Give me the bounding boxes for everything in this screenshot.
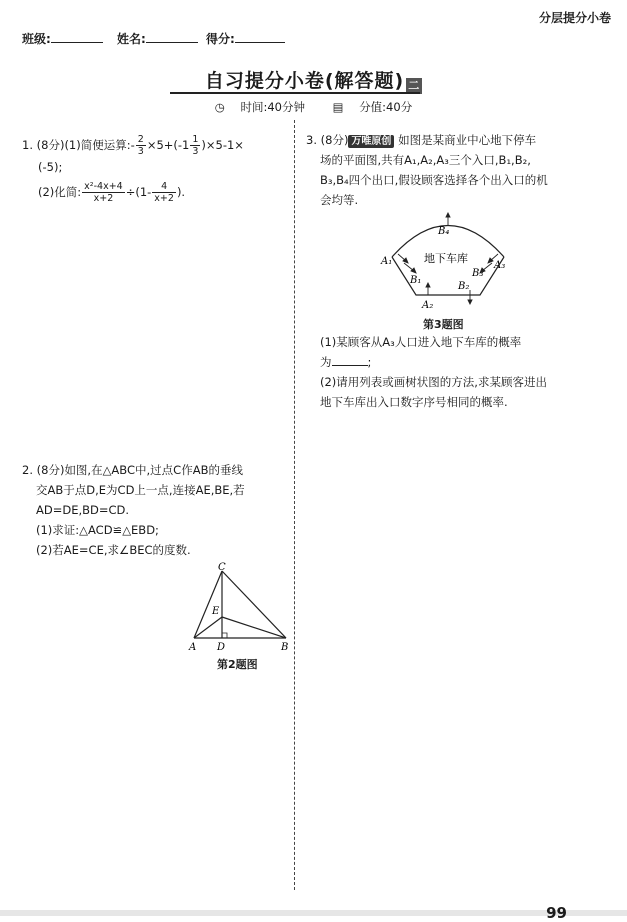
q2-figure bbox=[180, 560, 300, 655]
point-A: A bbox=[189, 642, 197, 653]
q2-text-line1: 如图,在△ABC中,过点C作AB的垂线 bbox=[64, 463, 243, 477]
entrance-A2-arrowhead bbox=[426, 283, 430, 287]
q3-part2-line2: 地下车库出入口数字序号相同的概率. bbox=[320, 395, 508, 409]
point-E: E bbox=[212, 606, 220, 617]
point-C: C bbox=[218, 562, 226, 573]
class-label: 班级: bbox=[22, 32, 51, 46]
name-field bbox=[117, 30, 198, 47]
q3-text-line3: B₃,B₄四个出口,假设顾客选择各个出入口的机 bbox=[320, 173, 548, 187]
clock-icon: ◷ bbox=[214, 100, 225, 114]
total-text: 分值:40分 bbox=[359, 100, 413, 114]
q3-part1-line2: 为 bbox=[320, 355, 332, 369]
label-A1: A₁ bbox=[381, 256, 393, 267]
q1-part1-prefix: (1)简便运算:- bbox=[64, 138, 135, 152]
exit-B2-arrowhead bbox=[468, 300, 472, 304]
exit-B4-arrowhead bbox=[446, 213, 450, 217]
q3-part1-end: ; bbox=[367, 355, 372, 369]
q1-frac4 bbox=[152, 181, 176, 204]
score-blank[interactable] bbox=[235, 31, 285, 43]
q1-part2-suffix: ). bbox=[176, 185, 186, 199]
q2-part1: (1)求证:△ACD≌△EBD; bbox=[36, 523, 159, 537]
q1-frac3-num: x²-4x+4 bbox=[84, 181, 123, 192]
right-angle-mark bbox=[222, 633, 227, 638]
garage-label: 地下车库 bbox=[424, 252, 468, 265]
bottom-bar bbox=[0, 910, 627, 916]
q3-text-line4: 会均等. bbox=[320, 193, 359, 207]
q3-parts bbox=[320, 332, 610, 412]
q1-frac2-num: 1 bbox=[192, 134, 199, 145]
q3-figure bbox=[378, 212, 518, 312]
q3-part2-line1: (2)请用列表或画树状图的方法,求某顾客进出 bbox=[320, 375, 547, 389]
point-D: D bbox=[217, 642, 226, 653]
title-text: 自习提分小卷(解答题) bbox=[204, 70, 405, 92]
q1-part1-mid: ×5+(-1 bbox=[146, 138, 190, 152]
question-3 bbox=[306, 130, 606, 210]
q1-frac2 bbox=[190, 134, 200, 157]
q3-answer-blank[interactable] bbox=[332, 354, 368, 366]
q3-score: (8分) bbox=[320, 133, 349, 147]
document-icon: ▤ bbox=[332, 100, 344, 114]
label-B4: B₄ bbox=[438, 226, 450, 237]
q1-frac1-num: 2 bbox=[137, 134, 144, 145]
q2-score: (8分) bbox=[36, 463, 65, 477]
point-B: B bbox=[281, 642, 289, 653]
label-A3: A₃ bbox=[494, 260, 506, 271]
q1-score: (8分) bbox=[36, 138, 65, 152]
label-A2: A₂ bbox=[422, 300, 434, 311]
q1-frac3 bbox=[82, 181, 125, 204]
q2-text-line3: AD=DE,BD=CD. bbox=[36, 503, 130, 517]
label-B3: B₃ bbox=[472, 268, 484, 279]
name-blank[interactable] bbox=[146, 31, 198, 43]
q1-label: 1. bbox=[22, 138, 33, 152]
q3-part1-line1: (1)某顾客从A₃人口进入地下车库的概率 bbox=[320, 335, 522, 349]
q1-part2-mid: ÷(1- bbox=[125, 185, 152, 199]
q3-badge: 万唯原创 bbox=[348, 135, 394, 148]
q1-frac4-num: 4 bbox=[152, 181, 176, 193]
name-label: 姓名: bbox=[117, 32, 146, 46]
q1-frac1 bbox=[136, 134, 146, 157]
q2-label: 2. bbox=[22, 463, 33, 477]
class-blank[interactable] bbox=[51, 31, 103, 43]
title-underline bbox=[170, 92, 420, 94]
q1-frac4-den: x+2 bbox=[154, 193, 174, 204]
q1-line2: (-5); bbox=[38, 160, 63, 174]
q1-frac1-den: 3 bbox=[137, 146, 144, 157]
label-B2: B₂ bbox=[458, 281, 470, 292]
q2-part2: (2)若AE=CE,求∠BEC的度数. bbox=[36, 543, 191, 557]
q3-text-line1: 如图是某商业中心地下停车 bbox=[398, 133, 537, 147]
page-number: 99 bbox=[546, 904, 567, 922]
time-meta bbox=[209, 100, 311, 114]
title-number: 二 bbox=[408, 79, 421, 92]
q1-frac2-den: 3 bbox=[192, 146, 199, 157]
score-field bbox=[206, 30, 285, 47]
question-2 bbox=[22, 460, 292, 560]
q3-label: 3. bbox=[306, 133, 317, 147]
series-tag: 分层提分小卷 bbox=[538, 11, 611, 25]
q3-text-line2: 场的平面图,共有A₁,A₂,A₃三个入口,B₁,B₂, bbox=[320, 153, 531, 167]
time-text: 时间:40分钟 bbox=[240, 100, 305, 114]
q2-text-line2: 交AB于点D,E为CD上一点,连接AE,BE,若 bbox=[36, 483, 245, 497]
label-B1: B₁ bbox=[410, 275, 422, 286]
score-label: 得分: bbox=[206, 32, 235, 46]
q1-frac3-den: x+2 bbox=[93, 193, 114, 204]
q3-caption: 第3题图 bbox=[423, 318, 464, 331]
question-1 bbox=[22, 134, 292, 204]
q1-part2-prefix: (2)化简: bbox=[38, 185, 82, 199]
q1-part1-suffix: )×5-1× bbox=[201, 138, 244, 152]
column-divider bbox=[294, 120, 295, 890]
meta-line bbox=[0, 99, 627, 115]
class-field bbox=[22, 30, 103, 47]
page-title bbox=[0, 66, 627, 94]
q2-caption: 第2题图 bbox=[217, 658, 258, 671]
score-meta bbox=[327, 100, 419, 114]
